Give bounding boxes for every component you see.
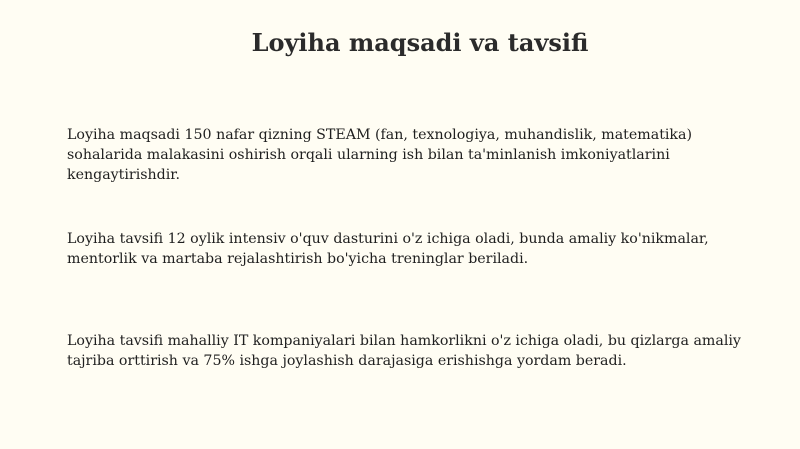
- paragraph-project-goal: Loyiha maqsadi 150 nafar qizning STEAM (fan, texnologiya, muhandislik, matematika) sohalarida malakasini oshirish orqali ularning ish bilan ta'minlanish imkoniyatlarini kengaytirishdir.: [67, 127, 693, 183]
- paragraph-project-description-partnership: Loyiha tavsifi mahalliy IT kompaniyalari bilan hamkorlikni o'z ichiga oladi, bu qizlarga amaliy tajriba orttirish va 75% ishga joylashish darajasiga erishishga yordam beradi.: [67, 333, 741, 369]
- paragraph-project-description-training: Loyiha tavsifi 12 oylik intensiv o'quv dasturini o'z ichiga oladi, bunda amaliy ko'nikmalar, mentorlik va martaba rejalashtirish bo'yicha treninglar beriladi.: [67, 231, 709, 267]
- slide-title: Loyiha maqsadi va tavsifi: [251, 28, 589, 57]
